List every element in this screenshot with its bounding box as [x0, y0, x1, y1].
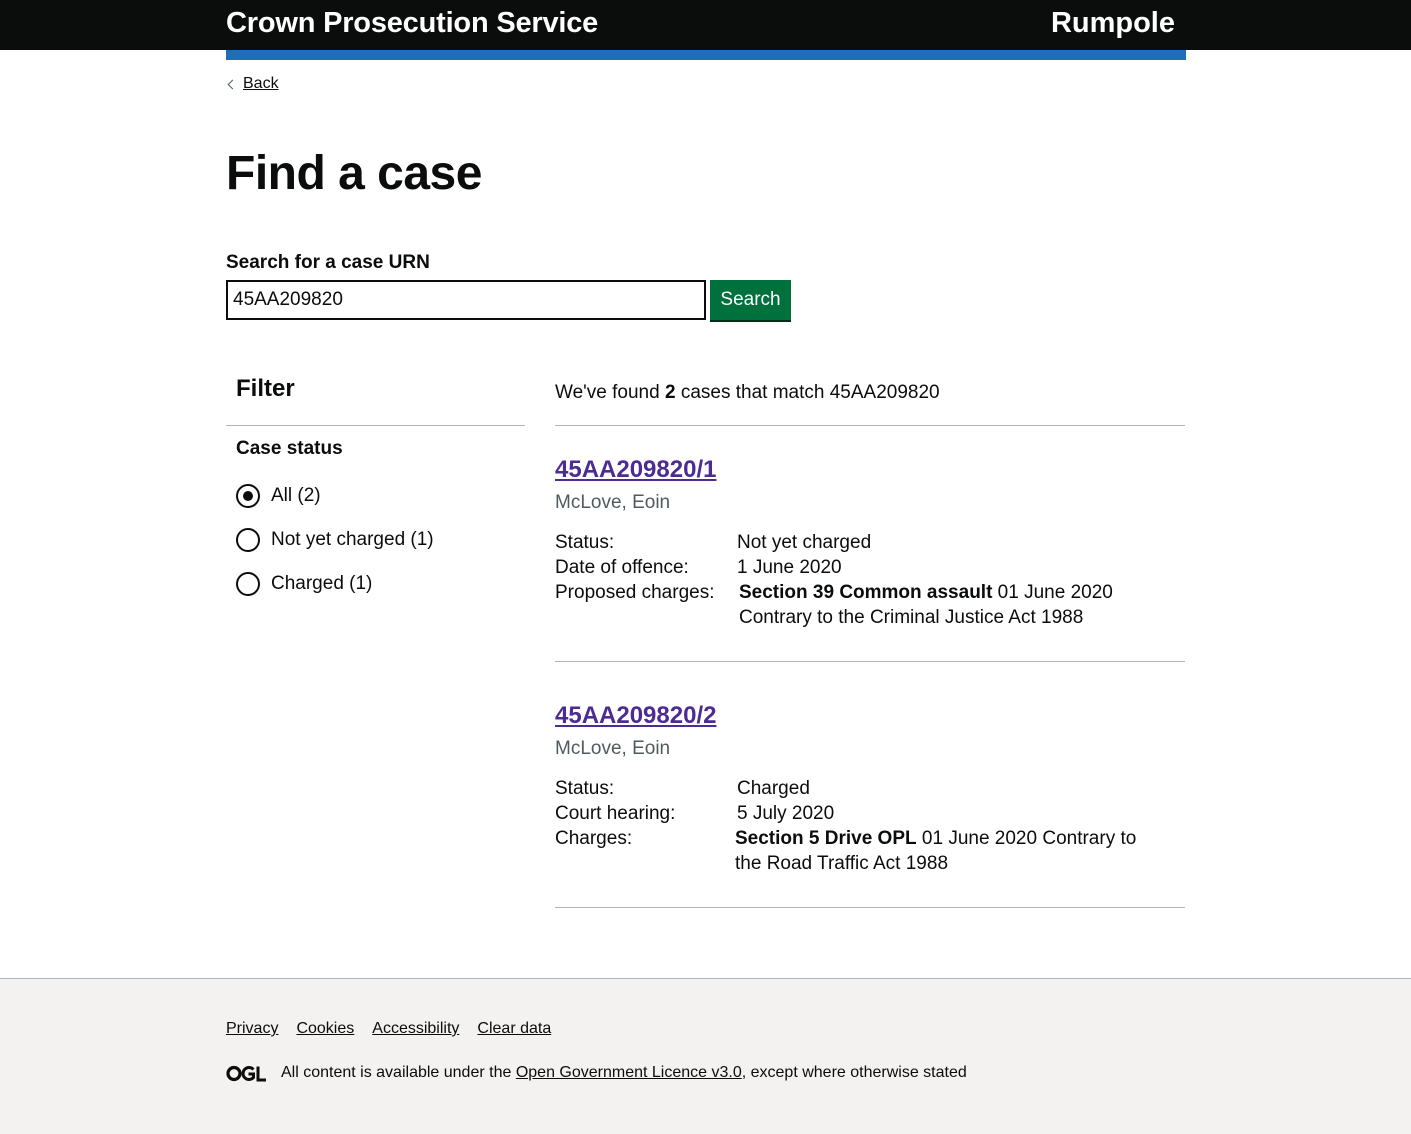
filter-title: Filter [236, 375, 295, 402]
header-title[interactable]: Crown Prosecution Service [226, 7, 599, 39]
footer-links [226, 1020, 551, 1038]
search-input[interactable] [226, 280, 706, 320]
search-label: Search for a case URN [226, 252, 430, 273]
summary-key: Status: [555, 532, 615, 553]
footer-link-accessibility[interactable]: Accessibility [372, 1020, 460, 1037]
page-title: Find a case [226, 147, 482, 200]
footer-link-cookies[interactable]: Cookies [296, 1020, 355, 1037]
licence-prefix: All content is available under the [281, 1064, 512, 1081]
radio-label: Charged (1) [271, 573, 373, 594]
header-blue-bar [226, 50, 1186, 60]
summary-value: Charged [737, 778, 810, 799]
site-header [0, 0, 1411, 50]
charge-title: Section 39 Common assault [739, 582, 993, 603]
divider [555, 907, 1185, 908]
charge-value [739, 580, 1189, 630]
divider [226, 425, 525, 426]
summary-value: 5 July 2020 [737, 803, 835, 824]
summary-key: Date of offence: [555, 557, 689, 578]
divider [555, 425, 1185, 426]
footer-link-privacy[interactable]: Privacy [226, 1020, 279, 1037]
search-button[interactable]: Search [710, 280, 791, 320]
defendant-name: McLove, Eoin [555, 492, 671, 513]
licence-suffix: , except where otherwise stated [741, 1064, 967, 1081]
licence-text [281, 1064, 967, 1082]
case-link[interactable]: 45AA209820/1 [555, 456, 717, 483]
service-name[interactable]: Rumpole [1050, 7, 1175, 39]
summary-value: 1 June 2020 [737, 557, 842, 578]
divider [555, 661, 1185, 662]
footer-link-clear-data[interactable]: Clear data [477, 1020, 552, 1037]
charge-detail: 01 June 2020 Contrary to the Road Traffic Act 1988 [735, 828, 1137, 874]
licence-link[interactable]: Open Government Licence v3.0 [515, 1064, 742, 1081]
charge-detail: 01 June 2020 Contrary to the Criminal Justice Act 1988 [739, 582, 1113, 628]
charge-value [735, 826, 1165, 876]
radio-unchecked-icon[interactable] [236, 528, 260, 552]
case-link[interactable]: 45AA209820/2 [555, 702, 717, 729]
site-footer [0, 978, 1411, 1134]
summary-suffix: cases that match 45AA209820 [680, 382, 940, 403]
radio-all[interactable] [236, 484, 321, 508]
summary-key: Status: [555, 778, 615, 799]
radio-charged[interactable] [236, 572, 372, 596]
defendant-name: McLove, Eoin [555, 738, 671, 759]
results-summary [555, 382, 940, 404]
radio-checked-icon[interactable] [236, 484, 260, 508]
radio-not-yet-charged[interactable] [236, 528, 434, 552]
chevron-left-icon [228, 79, 238, 89]
summary-prefix: We've found [555, 382, 660, 403]
radio-label: All (2) [271, 485, 321, 506]
charge-title: Section 5 Drive OPL [735, 828, 917, 849]
radio-label: Not yet charged (1) [271, 529, 434, 550]
radio-unchecked-icon[interactable] [236, 572, 260, 596]
licence-row [226, 1064, 967, 1082]
back-label: Back [243, 75, 279, 92]
back-link[interactable] [226, 75, 279, 93]
header-container [226, 0, 1186, 50]
summary-key: Proposed charges: [555, 582, 715, 603]
summary-value: Not yet charged [737, 532, 872, 553]
results-count: 2 [664, 382, 676, 403]
summary-key: Charges: [555, 828, 633, 849]
summary-key: Court hearing: [555, 803, 676, 824]
ogl-logo-icon [226, 1065, 267, 1082]
filter-subtitle: Case status [236, 438, 343, 459]
